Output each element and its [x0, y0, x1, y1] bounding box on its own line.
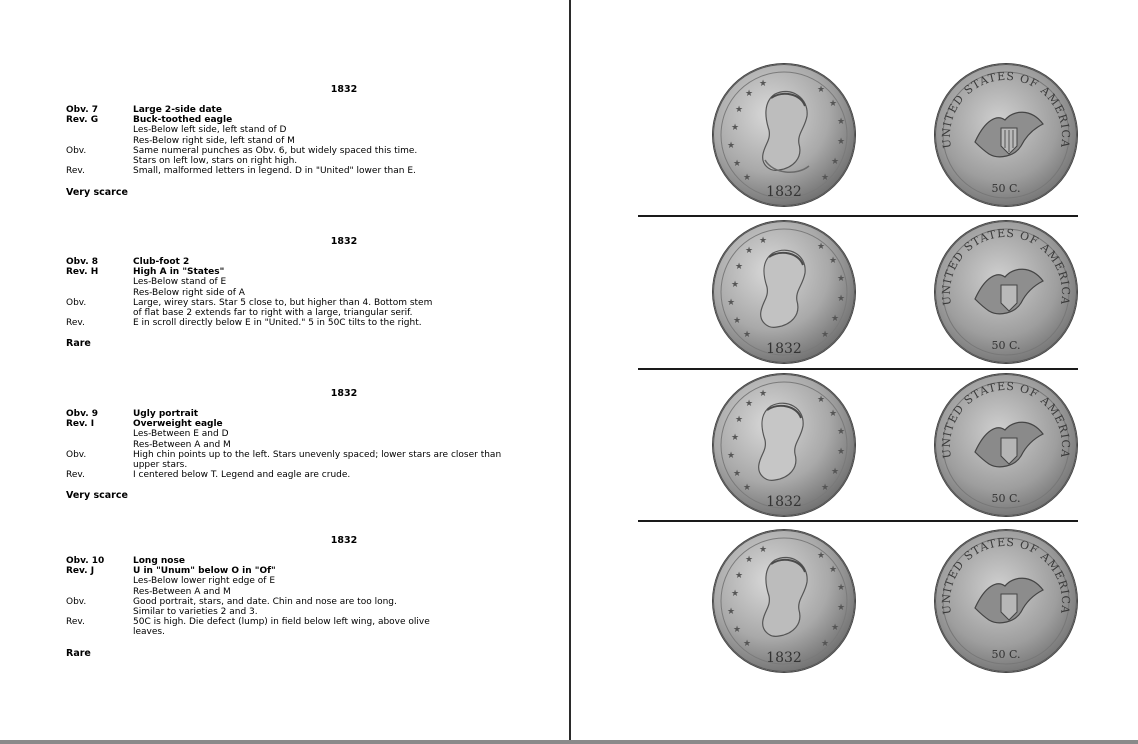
row-label: Rev.	[66, 617, 85, 628]
svg-text:★: ★	[829, 565, 838, 575]
svg-text:★: ★	[831, 467, 840, 477]
svg-text:UNITED STATES OF AMERICA: UNITED STATES OF AMERICA	[939, 69, 1073, 150]
svg-text:UNITED STATES OF AMERICA: UNITED STATES OF AMERICA	[939, 379, 1073, 460]
variety-year: 1832	[330, 84, 358, 95]
row-label: Obv. 7	[66, 105, 99, 115]
variety-rows	[66, 105, 506, 176]
variety-row	[66, 576, 506, 586]
variety-row	[66, 146, 506, 166]
left-page	[0, 0, 569, 740]
svg-text:★: ★	[743, 173, 752, 183]
variety-row	[66, 288, 506, 298]
svg-text:★: ★	[817, 85, 826, 95]
row-text: Ugly portrait	[133, 409, 199, 419]
plate-separator	[638, 368, 1078, 370]
coin-date: 1832	[766, 650, 802, 666]
svg-text:UNITED STATES OF AMERICA: UNITED STATES OF AMERICA	[939, 535, 1073, 616]
variety-rows	[66, 556, 506, 638]
row-text: Buck-toothed eagle	[133, 115, 233, 126]
variety-row	[66, 566, 506, 576]
row-label: Rev. H	[66, 267, 99, 278]
row-label	[66, 429, 133, 439]
variety-rows	[66, 409, 506, 480]
row-text: Same numeral punches as Obv. 6, but widely spaced this time. Stars on left low, stars on right high.	[133, 145, 418, 167]
svg-text:★: ★	[817, 551, 826, 561]
svg-text:★: ★	[727, 607, 736, 617]
obverse-coin-photo	[713, 530, 855, 672]
row-label: Obv.	[66, 297, 87, 308]
coin-date: 1832	[766, 184, 802, 200]
svg-text:★: ★	[821, 639, 830, 649]
variety-row	[66, 318, 506, 328]
variety-row	[66, 470, 506, 480]
variety-row	[66, 429, 506, 439]
svg-text:★: ★	[829, 99, 838, 109]
row-label: Rev.	[66, 470, 85, 481]
svg-text:★: ★	[817, 242, 826, 252]
row-label	[66, 576, 133, 586]
svg-text:★: ★	[829, 409, 838, 419]
rarity-label: Very scarce	[66, 490, 128, 501]
row-text: Les-Below stand of E	[133, 277, 227, 288]
svg-text:★: ★	[735, 415, 744, 425]
svg-text:★: ★	[831, 157, 840, 167]
svg-text:★: ★	[733, 469, 742, 479]
row-label	[66, 125, 133, 135]
svg-text:★: ★	[759, 236, 768, 246]
svg-text:★: ★	[735, 105, 744, 115]
svg-text:★: ★	[745, 89, 754, 99]
row-text: I centered below T. Legend and eagle are crude.	[133, 470, 351, 481]
variety-row	[66, 277, 506, 287]
row-text: Res-Between A and M	[133, 586, 231, 597]
svg-text:★: ★	[759, 79, 768, 89]
reverse-coin-photo	[935, 530, 1077, 672]
variety-row	[66, 267, 506, 277]
variety-row	[66, 556, 506, 566]
row-text: Res-Between A and M	[133, 439, 231, 450]
reverse-coin-photo	[935, 374, 1077, 516]
svg-text:★: ★	[735, 571, 744, 581]
row-label: Obv. 9	[66, 409, 99, 419]
row-label: Rev. G	[66, 115, 99, 126]
row-text: High A in "States"	[133, 267, 225, 278]
svg-text:UNITED STATES OF AMERICA: UNITED STATES OF AMERICA	[939, 226, 1073, 307]
rarity-label: Very scarce	[66, 187, 128, 198]
row-label: Obv. 8	[66, 257, 99, 267]
variety-row	[66, 257, 506, 267]
variety-row	[66, 440, 506, 450]
svg-text:★: ★	[733, 159, 742, 169]
coin-date: 1832	[766, 494, 802, 510]
variety-row	[66, 136, 506, 146]
svg-text:★: ★	[837, 427, 846, 437]
row-text: Small, malformed letters in legend. D in "United" lower than E.	[133, 166, 416, 177]
row-text: Les-Below lower right edge of E	[133, 576, 276, 587]
svg-text:★: ★	[837, 294, 846, 304]
variety-row	[66, 409, 506, 419]
svg-text:★: ★	[837, 137, 846, 147]
rarity-label: Rare	[66, 338, 91, 349]
svg-text:★: ★	[831, 623, 840, 633]
variety-row	[66, 105, 506, 115]
svg-text:★: ★	[759, 389, 768, 399]
row-label: Rev. J	[66, 566, 95, 577]
row-label: Obv.	[66, 596, 87, 607]
row-label: Obv.	[66, 449, 87, 460]
svg-text:★: ★	[837, 117, 846, 127]
row-text: E in scroll directly below E in "United." 5 in 50C tilts to the right.	[133, 318, 422, 329]
row-text: Les-Between E and D	[133, 429, 229, 440]
svg-text:★: ★	[743, 330, 752, 340]
row-text: Club-foot 2	[133, 257, 190, 267]
row-label: Obv.	[66, 145, 87, 156]
row-text: Les-Below left side, left stand of D	[133, 125, 287, 136]
row-text: U in "Unum" below O in "Of"	[133, 566, 276, 577]
obverse-coin-photo	[713, 374, 855, 516]
svg-text:★: ★	[817, 395, 826, 405]
svg-text:★: ★	[731, 433, 740, 443]
svg-text:★: ★	[837, 274, 846, 284]
variety-row	[66, 450, 506, 470]
svg-text:★: ★	[727, 141, 736, 151]
variety-row	[66, 419, 506, 429]
svg-text:★: ★	[759, 545, 768, 555]
coin-date: 1832	[766, 341, 802, 357]
row-label	[66, 440, 133, 450]
variety-year: 1832	[330, 236, 358, 247]
svg-text:★: ★	[829, 256, 838, 266]
svg-text:★: ★	[837, 447, 846, 457]
coin-value: 50 C.	[991, 492, 1021, 505]
row-label	[66, 288, 133, 298]
row-label: Rev.	[66, 318, 85, 329]
row-text: 50C is high. Die defect (lump) in field below left wing, above olive leaves.	[133, 617, 430, 638]
svg-text:★: ★	[743, 639, 752, 649]
svg-text:★: ★	[727, 451, 736, 461]
variety-row	[66, 617, 506, 637]
row-label	[66, 587, 133, 597]
coin-value: 50 C.	[991, 648, 1021, 661]
svg-text:★: ★	[837, 583, 846, 593]
row-label: Obv. 10	[66, 556, 105, 566]
row-label: Rev.	[66, 166, 85, 177]
row-text: Large, wirey stars. Star 5 close to, but higher than 4. Bottom stem of flat base 2 extends far to right with a large, triangular serif.	[133, 297, 433, 319]
svg-text:★: ★	[735, 262, 744, 272]
rarity-label: Rare	[66, 648, 91, 659]
coin-value: 50 C.	[991, 182, 1021, 195]
row-label	[66, 136, 133, 146]
svg-text:★: ★	[733, 625, 742, 635]
variety-row	[66, 125, 506, 135]
svg-text:★: ★	[733, 316, 742, 326]
row-text: Res-Below right side of A	[133, 287, 245, 298]
svg-text:★: ★	[731, 280, 740, 290]
svg-text:★: ★	[821, 173, 830, 183]
svg-text:★: ★	[831, 314, 840, 324]
svg-text:★: ★	[837, 603, 846, 613]
row-label	[66, 277, 133, 287]
reverse-coin-photo	[935, 221, 1077, 363]
variety-row	[66, 587, 506, 597]
svg-text:★: ★	[727, 298, 736, 308]
obverse-coin-photo	[713, 221, 855, 363]
row-text: Good portrait, stars, and date. Chin and nose are too long. Similar to varieties 2 and 3.	[133, 596, 397, 618]
svg-text:★: ★	[731, 123, 740, 133]
row-text: Long nose	[133, 556, 185, 566]
variety-rows	[66, 257, 506, 328]
variety-year: 1832	[330, 388, 358, 399]
svg-text:★: ★	[745, 246, 754, 256]
svg-text:★: ★	[745, 555, 754, 565]
row-text: Res-Below right side, left stand of M	[133, 135, 295, 146]
plate-separator	[638, 215, 1078, 217]
row-text: Overweight eagle	[133, 419, 223, 430]
reverse-coin-photo	[935, 64, 1077, 206]
svg-text:★: ★	[821, 483, 830, 493]
coin-value: 50 C.	[991, 339, 1021, 352]
row-text: Large 2-side date	[133, 105, 222, 115]
row-text: High chin points up to the left. Stars unevenly spaced; lower stars are closer than upper stars.	[133, 449, 502, 471]
variety-row	[66, 166, 506, 176]
svg-text:★: ★	[821, 330, 830, 340]
svg-text:★: ★	[731, 589, 740, 599]
variety-row	[66, 298, 506, 318]
obverse-coin-photo	[713, 64, 855, 206]
variety-row	[66, 115, 506, 125]
plate-separator	[638, 520, 1078, 522]
svg-text:★: ★	[745, 399, 754, 409]
row-label: Rev. I	[66, 419, 95, 430]
variety-row	[66, 597, 506, 617]
bottom-scroll-edge	[0, 740, 1138, 744]
variety-year: 1832	[330, 535, 358, 546]
svg-text:★: ★	[743, 483, 752, 493]
